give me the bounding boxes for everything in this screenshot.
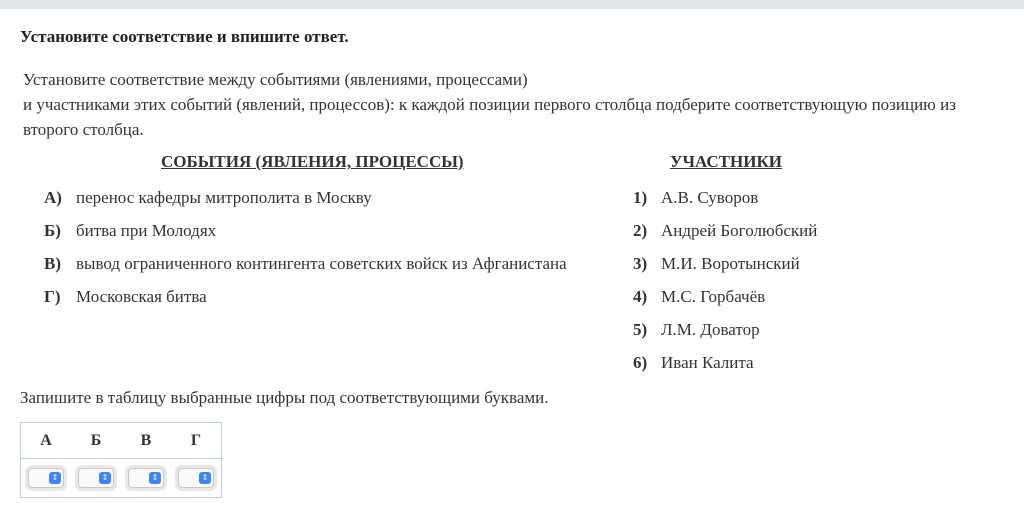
letter-header-b: Б	[71, 423, 121, 459]
event-item-a	[44, 186, 567, 219]
participant-item-3	[633, 252, 817, 285]
participant-item-6	[633, 351, 817, 384]
event-text: перенос кафедры митрополита в Москву	[76, 188, 372, 207]
letter-header-v: В	[121, 423, 171, 459]
event-key: Г)	[44, 287, 61, 306]
participant-key: 5)	[633, 320, 648, 339]
participant-key: 3)	[633, 254, 648, 273]
answer-table	[20, 422, 222, 498]
participant-key: 4)	[633, 287, 648, 306]
participant-item-1	[633, 186, 817, 219]
answer-letters-row	[21, 423, 222, 459]
participants-header: УЧАСТНИКИ	[670, 152, 782, 171]
events-list	[44, 186, 567, 318]
participant-text: М.И. Воротынский	[661, 254, 800, 273]
answer-select-b[interactable]	[78, 468, 114, 488]
answer-instruction: Запишите в таблицу выбранные цифры под соответствующими буквами.	[20, 388, 549, 407]
participant-key: 2)	[633, 221, 648, 240]
event-item-g	[44, 285, 567, 318]
event-text: Московская битва	[76, 287, 207, 306]
event-key: А)	[44, 188, 62, 207]
chevron-up-down-icon: ⇕	[99, 472, 111, 484]
participant-item-5	[633, 318, 817, 351]
answer-cell-v	[121, 459, 171, 498]
participant-key: 1)	[633, 188, 648, 207]
participant-key: 6)	[633, 353, 648, 372]
participant-text: А.В. Суворов	[661, 188, 759, 207]
answer-select-row	[21, 459, 222, 498]
event-text: вывод ограниченного контингента советских войск из Афганистана	[76, 254, 567, 273]
participant-text: Л.М. Доватор	[661, 320, 760, 339]
chevron-up-down-icon: ⇕	[149, 472, 161, 484]
event-key: Б)	[44, 221, 61, 240]
participants-list	[633, 186, 817, 384]
participant-text: Иван Калита	[661, 353, 754, 372]
event-text: битва при Молодях	[76, 221, 217, 240]
answer-cell-g	[171, 459, 222, 498]
event-item-b	[44, 219, 567, 252]
answer-cell-a	[21, 459, 72, 498]
participant-item-4	[633, 285, 817, 318]
participant-text: М.С. Горбачёв	[661, 287, 766, 306]
task-title: Установите соответствие и впишите ответ.	[20, 27, 349, 46]
intro-line-2: и участниками этих событий (явлений, процессов): к каждой позиции первого столбца подберите соответствующую позицию из второго столбца.	[23, 95, 956, 139]
events-header: СОБЫТИЯ (ЯВЛЕНИЯ, ПРОЦЕССЫ)	[161, 152, 464, 171]
answer-cell-b	[71, 459, 121, 498]
answer-select-v[interactable]	[128, 468, 164, 488]
top-strip	[0, 0, 1024, 9]
intro-line-1: Установите соответствие между событиями (явлениями, процессами)	[23, 70, 528, 89]
answer-select-a[interactable]	[28, 468, 64, 488]
participant-item-2	[633, 219, 817, 252]
task-intro	[23, 67, 1013, 142]
letter-header-g: Г	[171, 423, 222, 459]
participant-text: Андрей Боголюбский	[661, 221, 818, 240]
answer-select-g[interactable]	[178, 468, 214, 488]
event-item-v	[44, 252, 567, 285]
event-key: В)	[44, 254, 61, 273]
letter-header-a: А	[21, 423, 72, 459]
chevron-up-down-icon: ⇕	[199, 472, 211, 484]
chevron-up-down-icon: ⇕	[49, 472, 61, 484]
